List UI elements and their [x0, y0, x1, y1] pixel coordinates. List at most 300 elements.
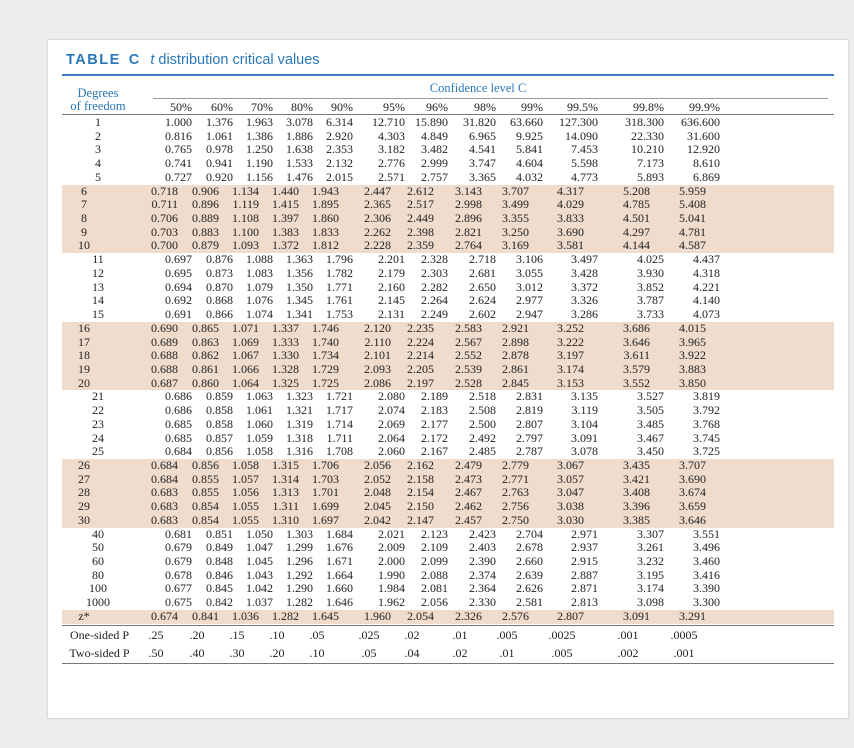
dof-cell: 7 [81, 197, 87, 212]
value-cell: 3.195 [637, 567, 664, 582]
value-cell: 2.365 [364, 197, 391, 212]
value-cell: 2.807 [516, 416, 543, 431]
table-row [62, 322, 834, 336]
value-cell: 0.879 [192, 238, 219, 253]
value-cell: 2.821 [455, 224, 482, 239]
table-row [62, 212, 834, 226]
value-cell: 5.893 [637, 169, 664, 184]
dof-cell: 14 [92, 293, 104, 308]
confidence-header: Confidence level C [429, 81, 527, 95]
table-row [48, 294, 848, 308]
value-cell: 2.447 [364, 183, 391, 198]
value-cell: 0.866 [206, 307, 233, 322]
value-cell: 1.310 [272, 512, 299, 527]
value-cell: 0.858 [206, 403, 233, 418]
p-value-cell: .05 [361, 645, 377, 660]
value-cell: 2.390 [469, 554, 496, 568]
value-cell: 5.041 [679, 211, 706, 226]
value-cell: 4.781 [679, 224, 706, 239]
value-cell: 1.671 [326, 554, 353, 568]
value-cell: 0.683 [151, 499, 178, 514]
p-value-cell: .04 [404, 645, 420, 660]
dof-cell: 60 [92, 554, 104, 568]
value-cell: 0.684 [151, 471, 178, 486]
value-cell: 0.854 [192, 499, 219, 514]
value-cell: 2.571 [378, 169, 405, 184]
value-cell: 1.440 [272, 183, 299, 198]
table-row [62, 473, 834, 487]
value-cell: 0.684 [165, 444, 192, 459]
value-cell: 2.518 [469, 389, 496, 404]
value-cell: 15.890 [415, 115, 448, 129]
value-cell: 1.761 [326, 293, 353, 308]
value-cell: 1.303 [286, 526, 313, 541]
value-cell: 0.868 [206, 293, 233, 308]
value-cell: 2.353 [326, 142, 353, 157]
value-cell: 0.854 [192, 512, 219, 527]
dof-cell: 23 [92, 416, 104, 431]
value-cell: 2.779 [502, 457, 529, 472]
value-cell: 1.645 [312, 608, 339, 623]
p-value-cell: .05 [309, 627, 325, 642]
value-cell: 1.328 [272, 361, 299, 376]
value-cell: 2.177 [421, 416, 448, 431]
one-sided-label: One-sided P [70, 627, 129, 642]
value-cell: 3.143 [455, 183, 482, 198]
value-cell: 1.943 [312, 183, 339, 198]
value-cell: 1.058 [232, 457, 259, 472]
value-cell: 2.009 [378, 540, 405, 555]
value-cell: 1.703 [312, 471, 339, 486]
value-cell: 2.539 [455, 361, 482, 376]
value-cell: 2.517 [407, 197, 434, 212]
value-cell: 2.064 [378, 430, 405, 445]
value-cell: 0.845 [206, 581, 233, 596]
value-cell: 1.383 [272, 224, 299, 239]
value-cell: 2.660 [516, 554, 543, 568]
value-cell: 0.851 [206, 526, 233, 541]
p-value-cell: .01 [499, 645, 515, 660]
value-cell: 0.688 [151, 361, 178, 376]
value-cell: 1.646 [326, 595, 353, 610]
value-cell: 2.359 [407, 238, 434, 253]
value-cell: 1.319 [286, 416, 313, 431]
dof-cell: z* [78, 608, 90, 623]
table-row [48, 596, 848, 610]
value-cell: 1.315 [272, 457, 299, 472]
p-value-cell: .02 [404, 627, 420, 642]
value-cell: 0.855 [192, 471, 219, 486]
table-letter: C [128, 52, 141, 68]
p-value-cell: .01 [452, 627, 468, 642]
value-cell: 3.527 [637, 389, 664, 404]
confidence-level-header: 96% [426, 100, 448, 114]
dof-cell: 20 [78, 375, 90, 390]
value-cell: 0.862 [192, 348, 219, 363]
value-cell: 1.316 [286, 444, 313, 459]
value-cell: 4.785 [623, 197, 650, 212]
value-cell: 3.261 [637, 540, 664, 555]
value-cell: 2.552 [455, 348, 482, 363]
value-cell: 1.676 [326, 540, 353, 555]
value-cell: 1.042 [246, 581, 273, 596]
table-row [62, 198, 834, 212]
value-cell: 2.757 [421, 169, 448, 184]
table-row [48, 171, 848, 185]
value-cell: 5.208 [623, 183, 650, 198]
p-value-cell: .0025 [548, 627, 576, 642]
value-cell: 2.763 [502, 485, 529, 500]
value-cell: 2.567 [455, 334, 482, 349]
value-cell: 2.048 [364, 485, 391, 500]
value-cell: 0.686 [165, 389, 192, 404]
confidence-levels-row [48, 100, 848, 114]
p-value-cell: .50 [148, 645, 164, 660]
dof-header-line2: of freedom [70, 99, 126, 113]
value-cell: 0.674 [151, 608, 178, 623]
value-cell: 2.056 [421, 595, 448, 610]
value-cell: 1.697 [312, 512, 339, 527]
value-cell: 3.396 [623, 499, 650, 514]
value-cell: 2.878 [502, 348, 529, 363]
value-cell: 3.768 [693, 416, 720, 431]
value-cell: 12.920 [687, 142, 720, 157]
value-cell: 0.683 [151, 485, 178, 500]
value-cell: 0.692 [165, 293, 192, 308]
table-row [48, 390, 848, 404]
table-row [48, 253, 848, 267]
value-cell: 0.860 [192, 375, 219, 390]
value-cell: 4.317 [557, 183, 584, 198]
value-cell: 2.080 [378, 389, 405, 404]
p-value-cell: .30 [229, 645, 245, 660]
value-cell: 4.501 [623, 211, 650, 226]
value-cell: 1.043 [246, 567, 273, 582]
value-cell: 1.363 [286, 252, 313, 267]
value-cell: 0.846 [206, 567, 233, 582]
value-cell: 2.462 [455, 499, 482, 514]
body-bottom-rule [62, 625, 834, 626]
value-cell: 2.249 [421, 307, 448, 322]
value-cell: 0.675 [165, 595, 192, 610]
value-cell: 2.624 [469, 293, 496, 308]
value-cell: 1.895 [312, 197, 339, 212]
p-value-cell: .001 [617, 627, 639, 642]
value-cell: 1.069 [232, 334, 259, 349]
value-cell: 0.677 [165, 581, 192, 596]
value-cell: 2.485 [469, 444, 496, 459]
value-cell: 0.741 [165, 156, 192, 171]
value-cell: 5.959 [679, 183, 706, 198]
dof-cell: 18 [78, 348, 90, 363]
value-cell: 2.467 [455, 485, 482, 500]
p-value-cell: .10 [309, 645, 325, 660]
value-cell: 2.639 [516, 567, 543, 582]
table-row [48, 418, 848, 432]
value-cell: 9.925 [516, 128, 543, 143]
value-cell: 2.831 [516, 389, 543, 404]
value-cell: 1.376 [206, 115, 233, 129]
value-cell: 22.330 [631, 128, 664, 143]
value-cell: 3.385 [623, 512, 650, 527]
value-cell: 2.998 [455, 197, 482, 212]
value-cell: 4.140 [693, 293, 720, 308]
value-cell: 1.299 [286, 540, 313, 555]
dof-cell: 5 [95, 169, 101, 184]
value-cell: 2.398 [407, 224, 434, 239]
confidence-level-header: 80% [291, 100, 313, 114]
value-cell: 1.990 [378, 567, 405, 582]
value-cell: 3.646 [623, 334, 650, 349]
value-cell: 3.030 [557, 512, 584, 527]
value-cell: 3.579 [623, 361, 650, 376]
value-cell: 31.820 [463, 115, 496, 129]
value-cell: 0.765 [165, 142, 192, 157]
value-cell: 1.325 [272, 375, 299, 390]
value-cell: 1.886 [286, 128, 313, 143]
value-cell: 3.182 [378, 142, 405, 157]
value-cell: 3.745 [693, 430, 720, 445]
table-row [62, 226, 834, 240]
value-cell: 0.683 [151, 512, 178, 527]
value-cell: 3.169 [502, 238, 529, 253]
value-cell: 0.873 [206, 265, 233, 280]
value-cell: 2.145 [378, 293, 405, 308]
value-cell: 1.699 [312, 499, 339, 514]
value-cell: 3.055 [516, 265, 543, 280]
table-row [48, 582, 848, 596]
value-cell: 0.883 [192, 224, 219, 239]
value-cell: 3.104 [571, 416, 598, 431]
value-cell: 1.071 [232, 320, 259, 335]
value-cell: 2.000 [378, 554, 405, 568]
value-cell: 3.551 [693, 526, 720, 541]
value-cell: 1.345 [286, 293, 313, 308]
value-cell: 3.690 [679, 471, 706, 486]
value-cell: 2.937 [571, 540, 598, 555]
confidence-level-header: 95% [383, 100, 405, 114]
value-cell: 2.042 [364, 512, 391, 527]
table-row [48, 404, 848, 418]
table-row [62, 486, 834, 500]
confidence-level-header: 70% [251, 100, 273, 114]
value-cell: 2.147 [407, 512, 434, 527]
value-cell: 3.038 [557, 499, 584, 514]
value-cell: 10.210 [631, 142, 664, 157]
value-cell: 2.306 [364, 211, 391, 226]
value-cell: 3.747 [469, 156, 496, 171]
one-sided-row [48, 627, 848, 643]
value-cell: 2.898 [502, 334, 529, 349]
value-cell: 127.300 [559, 115, 598, 129]
value-cell: 3.174 [557, 361, 584, 376]
value-cell: 3.091 [571, 430, 598, 445]
table-row [62, 349, 834, 363]
value-cell: 3.428 [571, 265, 598, 280]
value-cell: 1.250 [246, 142, 273, 157]
value-cell: 0.684 [151, 457, 178, 472]
value-cell: 14.090 [565, 128, 598, 143]
value-cell: 2.581 [516, 595, 543, 610]
value-cell: 3.725 [693, 444, 720, 459]
value-cell: 1.290 [286, 581, 313, 596]
dof-cell: 6 [81, 183, 87, 198]
value-cell: 1.721 [326, 389, 353, 404]
value-cell: 1.074 [246, 307, 273, 322]
t-symbol: t [150, 52, 155, 68]
value-cell: 2.971 [571, 526, 598, 541]
table-row [48, 569, 848, 583]
p-value-cell: .02 [452, 645, 468, 660]
value-cell: 7.453 [571, 142, 598, 157]
value-cell: 3.930 [637, 265, 664, 280]
value-cell: 3.707 [679, 457, 706, 472]
value-cell: 1.045 [246, 554, 273, 568]
value-cell: 1.962 [378, 595, 405, 610]
value-cell: 1.047 [246, 540, 273, 555]
value-cell: 0.858 [206, 416, 233, 431]
value-cell: 4.604 [516, 156, 543, 171]
value-cell: 4.297 [623, 224, 650, 239]
value-cell: 0.685 [165, 416, 192, 431]
dof-cell: 2 [95, 128, 101, 143]
value-cell: 1.860 [312, 211, 339, 226]
table-row [62, 514, 834, 528]
value-cell: 1.664 [326, 567, 353, 582]
value-cell: 1.134 [232, 183, 259, 198]
value-cell: 2.214 [407, 348, 434, 363]
value-cell: 2.205 [407, 361, 434, 376]
value-cell: 2.807 [557, 608, 584, 623]
value-cell: 1.055 [232, 499, 259, 514]
value-cell: 2.403 [469, 540, 496, 555]
value-cell: 3.012 [516, 279, 543, 294]
value-cell: 1.067 [232, 348, 259, 363]
value-cell: 6.869 [693, 169, 720, 184]
value-cell: 2.101 [364, 348, 391, 363]
value-cell: 3.450 [637, 444, 664, 459]
value-cell: 1.960 [364, 608, 391, 623]
value-cell: 0.689 [151, 334, 178, 349]
value-cell: 1.063 [246, 389, 273, 404]
value-cell: 3.067 [557, 457, 584, 472]
value-cell: 0.978 [206, 142, 233, 157]
value-cell: 2.718 [469, 252, 496, 267]
value-cell: 2.999 [421, 156, 448, 171]
value-cell: 2.172 [421, 430, 448, 445]
value-cell: 2.920 [326, 128, 353, 143]
value-cell: 0.906 [192, 183, 219, 198]
value-cell: 0.870 [206, 279, 233, 294]
value-cell: 2.330 [469, 595, 496, 610]
table-end-rule [62, 663, 834, 664]
value-cell: 1.313 [272, 485, 299, 500]
value-cell: 2.328 [421, 252, 448, 267]
dof-cell: 100 [89, 581, 107, 596]
dof-cell: 11 [92, 252, 104, 267]
value-cell: 0.859 [206, 389, 233, 404]
value-cell: 4.849 [421, 128, 448, 143]
value-cell: 2.052 [364, 471, 391, 486]
value-cell: 0.686 [165, 403, 192, 418]
value-cell: 3.435 [623, 457, 650, 472]
value-cell: 0.706 [151, 211, 178, 226]
value-cell: 4.303 [378, 128, 405, 143]
value-cell: 1.058 [246, 444, 273, 459]
value-cell: 3.686 [623, 320, 650, 335]
p-value-cell: .40 [189, 645, 205, 660]
dof-cell: 24 [92, 430, 104, 445]
value-cell: 1.386 [246, 128, 273, 143]
value-cell: 1.397 [272, 211, 299, 226]
value-cell: 3.408 [623, 485, 650, 500]
value-cell: 3.286 [571, 307, 598, 322]
value-cell: 4.025 [637, 252, 664, 267]
value-cell: 3.850 [679, 375, 706, 390]
value-cell: 2.678 [516, 540, 543, 555]
value-cell: 2.132 [326, 156, 353, 171]
table-row [48, 432, 848, 446]
value-cell: 0.856 [192, 457, 219, 472]
value-cell: 2.861 [502, 361, 529, 376]
value-cell: 0.855 [192, 485, 219, 500]
value-cell: 3.307 [637, 526, 664, 541]
value-cell: 8.610 [693, 156, 720, 171]
value-cell: 1.638 [286, 142, 313, 157]
table-row [48, 143, 848, 157]
value-cell: 2.197 [407, 375, 434, 390]
value-cell: 3.965 [679, 334, 706, 349]
p-value-cell: .20 [269, 645, 285, 660]
value-cell: 1.282 [272, 608, 299, 623]
value-cell: 0.711 [151, 197, 178, 212]
value-cell: 6.965 [469, 128, 496, 143]
value-cell: 1.119 [232, 197, 259, 212]
value-cell: 3.707 [502, 183, 529, 198]
value-cell: 0.690 [151, 320, 178, 335]
value-cell: 2.154 [407, 485, 434, 500]
value-cell: 2.764 [455, 238, 482, 253]
value-cell: 1.282 [286, 595, 313, 610]
table-row [62, 239, 834, 253]
dof-cell: 17 [78, 334, 90, 349]
value-cell: 2.479 [455, 457, 482, 472]
value-cell: 3.460 [693, 554, 720, 568]
table-row [48, 528, 848, 542]
value-cell: 3.372 [571, 279, 598, 294]
value-cell: 1.079 [246, 279, 273, 294]
value-cell: 2.977 [516, 293, 543, 308]
value-cell: 1.190 [246, 156, 273, 171]
value-cell: 2.704 [516, 526, 543, 541]
table-row [62, 336, 834, 350]
value-cell: 63.660 [510, 115, 543, 129]
value-cell: 1.330 [272, 348, 299, 363]
confidence-level-header: 99.8% [633, 100, 664, 114]
value-cell: 31.600 [687, 128, 720, 143]
value-cell: 1.076 [246, 293, 273, 308]
value-cell: 0.841 [192, 608, 219, 623]
value-cell: 3.078 [286, 115, 313, 129]
value-cell: 2.528 [455, 375, 482, 390]
value-cell: 1.356 [286, 265, 313, 280]
value-cell: 2.457 [455, 512, 482, 527]
value-cell: 2.492 [469, 430, 496, 445]
table-row [48, 541, 848, 555]
value-cell: 5.841 [516, 142, 543, 157]
value-cell: 0.889 [192, 211, 219, 226]
value-cell: 6.314 [326, 115, 353, 129]
